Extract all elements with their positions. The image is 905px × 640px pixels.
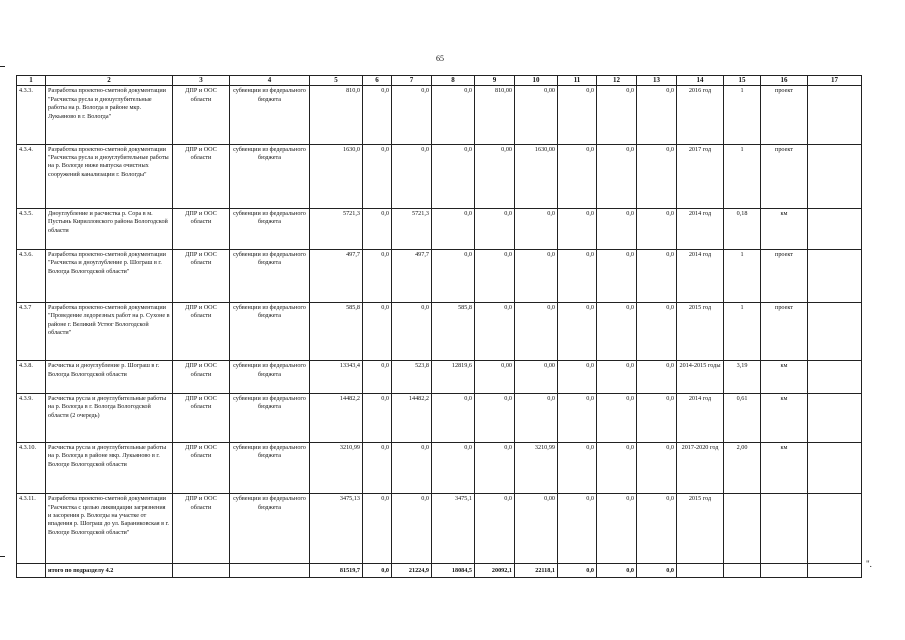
row-value-col7: 497,7 (392, 249, 432, 302)
row-value-col13: 0,0 (637, 209, 677, 250)
row-value-col10: 3210,99 (515, 443, 558, 494)
column-header: 9 (475, 76, 515, 86)
row-value-col7: 0,0 (392, 144, 432, 208)
row-value-col12: 0,0 (597, 303, 637, 361)
row-note (808, 394, 862, 443)
row-code: 4.3.3. (17, 86, 46, 144)
row-value-col9: 0,0 (475, 394, 515, 443)
row-value-col5: 1630,0 (310, 144, 363, 208)
row-quantity (724, 494, 761, 563)
column-header: 14 (677, 76, 724, 86)
column-header: 15 (724, 76, 761, 86)
row-value-col5: 3475,13 (310, 494, 363, 563)
row-value-col11: 0,0 (558, 249, 597, 302)
table-row (17, 443, 862, 494)
row-period: 2014 год (677, 394, 724, 443)
table-row (17, 249, 862, 302)
row-value-col8: 0,0 (432, 443, 475, 494)
row-value-col10: 0,00 (515, 494, 558, 563)
column-header: 10 (515, 76, 558, 86)
row-value-col10: 0,0 (515, 394, 558, 443)
row-value-col12: 0,0 (597, 361, 637, 394)
closing-quote-mark: ". (866, 559, 872, 569)
row-period: 2015 год (677, 303, 724, 361)
row-value-col8: 0,0 (432, 86, 475, 144)
row-quantity: 0,61 (724, 394, 761, 443)
table-row (17, 86, 862, 144)
row-executor: ДПР и ООС области (173, 249, 230, 302)
total-value-col11: 0,0 (558, 563, 597, 577)
row-unit: проект (761, 86, 808, 144)
total-value-col8: 18084,5 (432, 563, 475, 577)
row-unit: км (761, 209, 808, 250)
row-value-col6: 0,0 (363, 303, 392, 361)
row-note (808, 303, 862, 361)
table-header-row (17, 76, 862, 86)
row-value-col8: 12819,6 (432, 361, 475, 394)
row-quantity: 1 (724, 86, 761, 144)
total-value-col5: 81519,7 (310, 563, 363, 577)
column-header: 5 (310, 76, 363, 86)
row-value-col8: 585,8 (432, 303, 475, 361)
row-value-col11: 0,0 (558, 209, 597, 250)
row-period: 2014 год (677, 209, 724, 250)
margin-tick (0, 556, 5, 557)
empty-cell (808, 563, 862, 577)
row-quantity: 1 (724, 303, 761, 361)
row-value-col13: 0,0 (637, 394, 677, 443)
row-value-col13: 0,0 (637, 303, 677, 361)
row-value-col11: 0,0 (558, 443, 597, 494)
total-value-col7: 21224,9 (392, 563, 432, 577)
column-header: 6 (363, 76, 392, 86)
total-value-col9: 20092,1 (475, 563, 515, 577)
row-name: Разработка проектно-сметной документации "Проведение ледорезных работ на р. Сухоне в районе г. Великий Устюг Вологодской области" (46, 303, 173, 361)
row-value-col11: 0,0 (558, 361, 597, 394)
row-value-col7: 0,0 (392, 443, 432, 494)
row-value-col10: 0,0 (515, 303, 558, 361)
row-value-col5: 585,8 (310, 303, 363, 361)
row-value-col10: 1630,00 (515, 144, 558, 208)
row-value-col9: 0,0 (475, 443, 515, 494)
row-value-col12: 0,0 (597, 209, 637, 250)
row-value-col7: 5721,3 (392, 209, 432, 250)
column-header: 17 (808, 76, 862, 86)
row-name: Расчистка русла и дноуглубительные работы на р. Вологда в г. Вологда Вологодской области (2 очередь) (46, 394, 173, 443)
row-value-col5: 13343,4 (310, 361, 363, 394)
row-executor: ДПР и ООС области (173, 494, 230, 563)
row-funding-source: субвенции из федерального бюджета (230, 144, 310, 208)
row-funding-source: субвенции из федерального бюджета (230, 209, 310, 250)
empty-cell (761, 563, 808, 577)
empty-cell (230, 563, 310, 577)
row-quantity: 1 (724, 249, 761, 302)
empty-cell (724, 563, 761, 577)
row-value-col8: 0,0 (432, 249, 475, 302)
row-value-col13: 0,0 (637, 144, 677, 208)
row-value-col8: 0,0 (432, 394, 475, 443)
total-value-col12: 0,0 (597, 563, 637, 577)
column-header: 4 (230, 76, 310, 86)
row-value-col5: 5721,3 (310, 209, 363, 250)
row-code: 4.3.4. (17, 144, 46, 208)
row-value-col7: 0,0 (392, 86, 432, 144)
row-value-col8: 0,0 (432, 209, 475, 250)
row-funding-source: субвенции из федерального бюджета (230, 394, 310, 443)
row-name: Разработка проектно-сметной документации "Расчистка и дноуглубление р. Шограш в г. Вологда Вологодской области" (46, 249, 173, 302)
row-code: 4.3.6. (17, 249, 46, 302)
table-row (17, 361, 862, 394)
table-row (17, 209, 862, 250)
margin-tick (0, 66, 5, 67)
table-row (17, 494, 862, 563)
row-note (808, 209, 862, 250)
row-value-col5: 14482,2 (310, 394, 363, 443)
row-value-col5: 810,0 (310, 86, 363, 144)
column-header: 8 (432, 76, 475, 86)
row-value-col6: 0,0 (363, 443, 392, 494)
row-value-col9: 0,0 (475, 303, 515, 361)
column-header: 11 (558, 76, 597, 86)
row-period: 2015 год (677, 494, 724, 563)
row-value-col11: 0,0 (558, 394, 597, 443)
total-value-col6: 0,0 (363, 563, 392, 577)
empty-cell (677, 563, 724, 577)
row-value-col6: 0,0 (363, 144, 392, 208)
row-name: Разработка проектно-сметной документации "Расчистка с целью ликвидации загрязнения и засорения р. Вологды на участке от впадения р. Шограш до ул. Бараниковская в г. Вологде Вологодской области" (46, 494, 173, 563)
row-unit: проект (761, 303, 808, 361)
row-value-col6: 0,0 (363, 394, 392, 443)
row-funding-source: субвенции из федерального бюджета (230, 443, 310, 494)
row-executor: ДПР и ООС области (173, 144, 230, 208)
row-executor: ДПР и ООС области (173, 209, 230, 250)
row-value-col10: 0,00 (515, 86, 558, 144)
row-quantity: 1 (724, 144, 761, 208)
row-unit: км (761, 394, 808, 443)
row-name: Расчистка и дноуглубление р. Шограш в г. Вологда Вологодской области (46, 361, 173, 394)
row-code: 4.3.5. (17, 209, 46, 250)
row-period: 2016 год (677, 86, 724, 144)
row-value-col13: 0,0 (637, 443, 677, 494)
row-value-col10: 0,00 (515, 361, 558, 394)
row-value-col12: 0,0 (597, 494, 637, 563)
row-value-col6: 0,0 (363, 494, 392, 563)
row-value-col7: 14482,2 (392, 394, 432, 443)
table-row (17, 303, 862, 361)
row-value-col6: 0,0 (363, 209, 392, 250)
row-code: 4.3.11. (17, 494, 46, 563)
row-value-col8: 3475,1 (432, 494, 475, 563)
row-period: 2017-2020 год (677, 443, 724, 494)
column-header: 1 (17, 76, 46, 86)
row-period: 2017 год (677, 144, 724, 208)
row-unit: км (761, 443, 808, 494)
total-value-col13: 0,0 (637, 563, 677, 577)
empty-cell (173, 563, 230, 577)
row-value-col7: 523,8 (392, 361, 432, 394)
column-header: 3 (173, 76, 230, 86)
row-unit (761, 494, 808, 563)
row-value-col5: 497,7 (310, 249, 363, 302)
row-unit: км (761, 361, 808, 394)
row-code: 4.3.9. (17, 394, 46, 443)
row-note (808, 86, 862, 144)
row-value-col11: 0,0 (558, 303, 597, 361)
row-value-col13: 0,0 (637, 86, 677, 144)
row-value-col9: 0,00 (475, 144, 515, 208)
row-value-col8: 0,0 (432, 144, 475, 208)
row-name: Разработка проектно-сметной документации "Расчистка русла и днouуглубительные работы на р. Вологда в районе мкр. Лукьяново в г. Вологда" (46, 86, 173, 144)
row-value-col13: 0,0 (637, 494, 677, 563)
row-value-col7: 0,0 (392, 494, 432, 563)
row-value-col10: 0,0 (515, 209, 558, 250)
row-value-col9: 810,00 (475, 86, 515, 144)
row-code: 4.3.7 (17, 303, 46, 361)
total-value-col10: 22118,1 (515, 563, 558, 577)
row-value-col12: 0,0 (597, 394, 637, 443)
row-value-col6: 0,0 (363, 86, 392, 144)
row-executor: ДПР и ООС области (173, 86, 230, 144)
row-note (808, 144, 862, 208)
row-value-col9: 0,0 (475, 209, 515, 250)
row-value-col12: 0,0 (597, 86, 637, 144)
table-row (17, 144, 862, 208)
row-value-col13: 0,0 (637, 361, 677, 394)
column-header: 7 (392, 76, 432, 86)
row-value-col6: 0,0 (363, 361, 392, 394)
row-value-col13: 0,0 (637, 249, 677, 302)
row-value-col7: 0,0 (392, 303, 432, 361)
row-funding-source: субвенции из федерального бюджета (230, 303, 310, 361)
row-period: 2014 год (677, 249, 724, 302)
row-name: Разработка проектно-сметной документации "Расчистка русла и дноуглубительные работы на р. Вологде ниже выпуска очистных сооружений канализации г. Вологды" (46, 144, 173, 208)
row-value-col12: 0,0 (597, 249, 637, 302)
row-executor: ДПР и ООС области (173, 361, 230, 394)
row-period: 2014-2015 годы (677, 361, 724, 394)
total-row (17, 563, 862, 577)
row-funding-source: субвенции из федерального бюджета (230, 86, 310, 144)
row-note (808, 443, 862, 494)
row-note (808, 361, 862, 394)
row-name: Расчистка русла и дноуглубительные работы на р. Вологда в районе мкр. Лукьяново в г. Вологде Вологодской области (46, 443, 173, 494)
row-executor: ДПР и ООС области (173, 303, 230, 361)
row-code: 4.3.10. (17, 443, 46, 494)
row-value-col10: 0,0 (515, 249, 558, 302)
row-value-col9: 0,0 (475, 494, 515, 563)
row-note (808, 494, 862, 563)
row-value-col11: 0,0 (558, 144, 597, 208)
row-note (808, 249, 862, 302)
row-unit: проект (761, 249, 808, 302)
row-quantity: 3,19 (724, 361, 761, 394)
row-code: 4.3.8. (17, 361, 46, 394)
column-header: 16 (761, 76, 808, 86)
total-label: итого по подразделу 4.2 (46, 563, 173, 577)
row-quantity: 0,18 (724, 209, 761, 250)
empty-cell (17, 563, 46, 577)
column-header: 2 (46, 76, 173, 86)
column-header: 12 (597, 76, 637, 86)
row-funding-source: субвенции из федерального бюджета (230, 494, 310, 563)
row-value-col9: 0,00 (475, 361, 515, 394)
row-executor: ДПР и ООС области (173, 443, 230, 494)
row-name: Дноуглубление и расчистка р. Сора в м. Пустынь Кирилловского района Вологодской области (46, 209, 173, 250)
row-value-col11: 0,0 (558, 494, 597, 563)
row-executor: ДПР и ООС области (173, 394, 230, 443)
budget-table (16, 75, 862, 578)
column-header: 13 (637, 76, 677, 86)
row-funding-source: субвенции из федерального бюджета (230, 361, 310, 394)
row-value-col5: 3210,99 (310, 443, 363, 494)
table-row (17, 394, 862, 443)
row-quantity: 2,00 (724, 443, 761, 494)
row-value-col11: 0,0 (558, 86, 597, 144)
row-unit: проект (761, 144, 808, 208)
row-value-col9: 0,0 (475, 249, 515, 302)
row-value-col12: 0,0 (597, 144, 637, 208)
row-value-col12: 0,0 (597, 443, 637, 494)
page-number: 65 (436, 54, 444, 63)
row-value-col6: 0,0 (363, 249, 392, 302)
row-funding-source: субвенции из федерального бюджета (230, 249, 310, 302)
